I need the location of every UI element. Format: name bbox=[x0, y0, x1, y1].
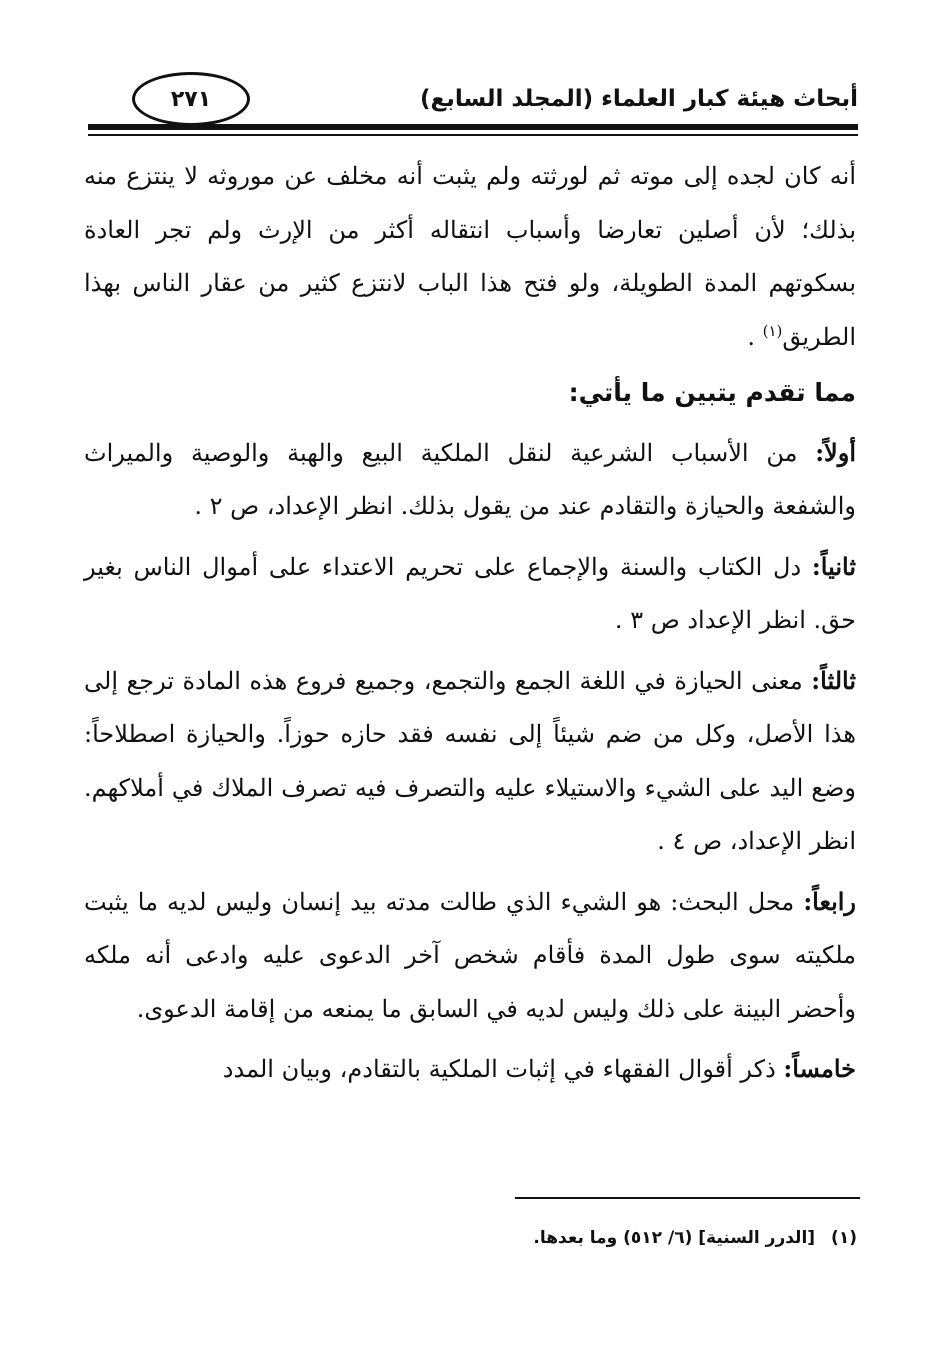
footnote-separator bbox=[515, 1197, 860, 1199]
section-heading: مما تقدم يتبين ما يأتي: bbox=[568, 378, 856, 407]
item-text-fourth: محل البحث: هو الشيء الذي طالت مدته بيد إنسان وليس لديه ما يثبت ملكيته سوى طول المدة فأقام شخص آخر الدعوى عليه وادعى أنه ملكه وأحضر البينة على ذلك وليس لديه في السابق ما يمنعه من إقامة الدعوى. bbox=[84, 887, 856, 1023]
paragraph-1-text: أنه كان لجده إلى موته ثم لورثته ولم يثبت أنه مخلف عن موروثه لا ينتزع منه بذلك؛ لأن أصلين تعارضا وأسباب انتقاله أكثر من الإرث ولم تجر العادة بسكوتهم المدة الطويلة، ولو فتح هذا الباب لانتزع كثير من عقار الناس بهذا الطريق bbox=[84, 162, 857, 351]
paragraph-third bbox=[84, 654, 856, 869]
item-label-third: ثالثاً: bbox=[811, 665, 856, 695]
item-text-fifth: ذكر أقوال الفقهاء في إثبات الملكية بالتقادم، وبيان المدد bbox=[222, 1055, 784, 1083]
footnote-reference[interactable]: (١) bbox=[762, 321, 783, 340]
paragraph-fifth bbox=[84, 1042, 856, 1097]
footnote bbox=[533, 1228, 857, 1248]
item-text-second: دل الكتاب والسنة والإجماع على تحريم الاعتداء على أموال الناس بغير حق. انظر الإعداد ص ٣ . bbox=[84, 552, 856, 634]
page-header bbox=[88, 64, 858, 144]
footnote-number: (١) bbox=[831, 1228, 857, 1248]
item-label-second: ثانياً: bbox=[811, 551, 856, 581]
footnote-text: [الدرر السنية] (٦/ ٥١٢) وما بعدها. bbox=[533, 1228, 816, 1248]
item-text-third: معنى الحيازة في اللغة الجمع والتجمع، وجميع فروع هذه المادة ترجع إلى هذا الأصل، وكل من ضم شيئاً إلى نفسه فقد حازه حوزاً. والحيازة اصطلاحاً: وضع اليد على الشيء والاستيلاء عليه والتصرف فيه تصرف الملاك في أملاكهم. انظر الإعداد، ص ٤ . bbox=[84, 666, 856, 855]
header-rule-thin bbox=[88, 134, 858, 136]
item-label-fifth: خامساً: bbox=[783, 1054, 856, 1083]
paragraph-second bbox=[84, 540, 856, 648]
running-title: أبحاث هيئة كبار العلماء (المجلد السابع) bbox=[419, 86, 858, 112]
item-label-fourth: رابعاً: bbox=[803, 886, 856, 916]
paragraph-1-end: . bbox=[747, 322, 763, 351]
page-number: ٢٧١ bbox=[132, 72, 250, 126]
paragraph-1 bbox=[84, 150, 856, 364]
body-text bbox=[84, 150, 856, 1097]
item-text-first: من الأسباب الشرعية لنقل الملكية البيع والهبة والوصية والميراث والشفعة والحيازة والتقادم عند من يقول بذلك. انظر الإعداد، ص ٢ . bbox=[84, 438, 856, 520]
item-label-first: أولاً: bbox=[815, 437, 856, 467]
paragraph-first bbox=[84, 426, 856, 534]
paragraph-fourth bbox=[84, 875, 856, 1037]
